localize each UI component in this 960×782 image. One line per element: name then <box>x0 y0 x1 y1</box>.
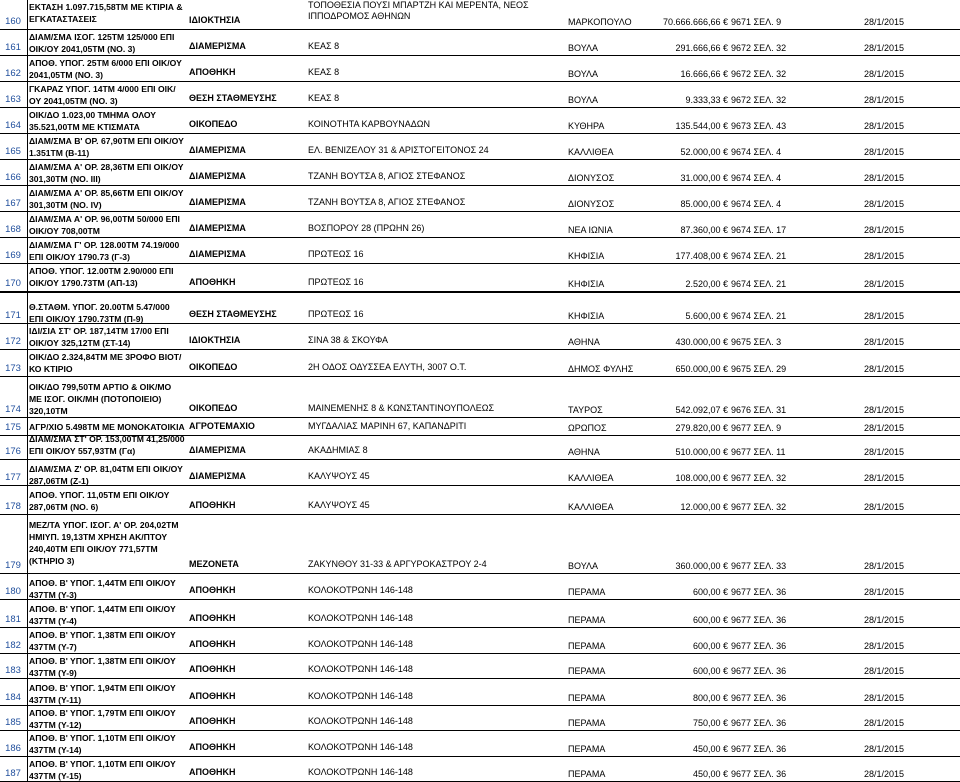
cell-ref: 9677 ΣΕΛ. 33 <box>731 561 787 571</box>
cell-date: 28/1/2015 <box>864 615 905 625</box>
cell-addr: ΕΛ. ΒΕΝΙΖΕΛΟΥ 31 & ΑΡΙΣΤΟΓΕΙΤΟΝΟΣ 24 <box>308 145 489 155</box>
table-row <box>0 324 960 350</box>
cell-ref: 9673 ΣΕΛ. 43 <box>731 121 787 131</box>
cell-price: 600,00 € <box>692 615 728 625</box>
cell-type: ΑΠΟΘΗΚΗ <box>189 613 236 623</box>
cell-ref: 9677 ΣΕΛ. 36 <box>731 666 787 676</box>
cell-addr: 2Η ΟΔΟΣ ΟΔΥΣΣΕΑ ΕΛΥΤΗ, 3007 Ο.Τ. <box>308 362 467 372</box>
cell-addr: ΚΟΛΟΚΟΤΡΩΝΗ 146-148 <box>308 742 413 752</box>
cell-area: ΒΟΥΛΑ <box>568 43 599 53</box>
cell-addr: ΚΟΛΟΚΟΤΡΩΝΗ 146-148 <box>308 691 413 701</box>
cell-type: ΙΔΙΟΚΤΗΣΙΑ <box>189 15 241 25</box>
cell-desc: ΟΙΚ/ΔΟ 1.023,00 ΤΜΗΜΑ ΟΛΟΥ 35.521,00ΤΜ ΜΕ ΚΤΙΣΜΑΤΑ <box>29 110 157 132</box>
cell-num: 178 <box>5 501 21 512</box>
table-row <box>0 602 960 628</box>
cell-date: 28/1/2015 <box>864 502 905 512</box>
cell-num: 180 <box>5 586 21 597</box>
cell-num: 175 <box>5 422 21 433</box>
cell-num: 176 <box>5 446 21 457</box>
cell-area: ΩΡΩΠΟΣ <box>568 423 607 433</box>
cell-desc: ΕΚΤΑΣΗ 1.097.715,58ΤΜ ΜΕ ΚΤΙΡΙΑ & ΕΓΚΑΤΑΣΤΑΣΕΙΣ <box>29 2 183 24</box>
cell-desc: ΔΙΑΜ/ΣΜΑ Α' ΟΡ. 96,00ΤΜ 50/000 ΕΠΙ ΟΙΚ/ΟΥ 708,00ΤΜ <box>29 214 180 236</box>
cell-num: 169 <box>5 250 21 261</box>
cell-area: ΑΘΗΝΑ <box>568 337 600 347</box>
cell-addr: ΤΖΑΝΗ ΒΟΥΤΣΑ 8, ΑΓΙΟΣ ΣΤΕΦΑΝΟΣ <box>308 197 466 207</box>
cell-price: 279.820,00 € <box>675 423 728 433</box>
cell-desc: ΔΙΑΜ/ΣΜΑ Α' ΟΡ. 85,66ΤΜ ΕΠΙ ΟΙΚ/ΟΥ 301,30ΤΜ (ΝΟ. ΙV) <box>29 188 184 210</box>
table-row <box>0 30 960 56</box>
table-row <box>0 757 960 782</box>
cell-date: 28/1/2015 <box>864 279 905 289</box>
table-row <box>0 706 960 731</box>
cell-num: 182 <box>5 640 21 651</box>
table-row <box>0 576 960 600</box>
cell-date: 28/1/2015 <box>864 744 905 754</box>
cell-area: ΠΕΡΑΜΑ <box>568 769 606 779</box>
cell-type: ΑΠΟΘΗΚΗ <box>189 67 236 77</box>
cell-addr: ΚΟΛΟΚΟΤΡΩΝΗ 146-148 <box>308 664 413 674</box>
cell-desc: Θ.ΣΤΑΘΜ. ΥΠΟΓ. 20.00ΤΜ 5.47/000 ΕΠΙ ΟΙΚ/ΟΥ 1790.73ΤΜ (Π-9) <box>29 302 170 324</box>
cell-date: 28/1/2015 <box>864 405 905 415</box>
table-row <box>0 0 960 30</box>
cell-ref: 9677 ΣΕΛ. 36 <box>731 693 787 703</box>
cell-ref: 9677 ΣΕΛ. 32 <box>731 473 787 483</box>
cell-num: 165 <box>5 146 21 157</box>
cell-ref: 9671 ΣΕΛ. 9 <box>731 17 782 27</box>
table-row <box>0 518 960 574</box>
cell-desc: ΓΚΑΡΑΖ ΥΠΟΓ. 14ΤΜ 4/000 ΕΠΙ ΟΙΚ/ΟΥ 2041,05ΤΜ (ΝΟ. 3) <box>29 84 176 106</box>
cell-desc: ΑΠΟΘ. Β' ΥΠΟΓ. 1,38ΤΜ ΕΠΙ ΟΙΚ/ΟΥ 437ΤΜ (Υ-7) <box>29 630 176 652</box>
cell-area: ΒΟΥΛΑ <box>568 561 599 571</box>
cell-num: 164 <box>5 120 21 131</box>
cell-ref: 9672 ΣΕΛ. 32 <box>731 69 787 79</box>
cell-price: 750,00 € <box>692 718 728 728</box>
table-row <box>0 134 960 160</box>
cell-ref: 9677 ΣΕΛ. 36 <box>731 718 787 728</box>
cell-desc: ΟΙΚ/ΔΟ 2.324,84ΤΜ ΜΕ 3ΡΟΦΟ ΒΙΟΤ/ΚΟ ΚΤΙΡΙΟ <box>29 352 182 374</box>
cell-price: 600,00 € <box>692 666 728 676</box>
cell-ref: 9674 ΣΕΛ. 21 <box>731 311 787 321</box>
cell-area: ΚΑΛΛΙΘΕΑ <box>568 147 614 157</box>
cell-ref: 9675 ΣΕΛ. 3 <box>731 337 782 347</box>
cell-desc: ΔΙΑΜ/ΣΜΑ ΣΤ' ΟΡ. 153,00ΤΜ 41,25/000 ΕΠΙ ΟΙΚ/ΟΥ 557,93ΤΜ (Γα) <box>29 434 185 456</box>
cell-ref: 9672 ΣΕΛ. 32 <box>731 43 787 53</box>
cell-num: 172 <box>5 336 21 347</box>
cell-area: ΚΗΦΙΣΙΑ <box>568 251 605 261</box>
cell-addr: ΠΡΩΤΕΩΣ 16 <box>308 249 364 259</box>
cell-price: 31.000,00 € <box>680 173 728 183</box>
cell-num: 183 <box>5 665 21 676</box>
cell-desc: ΔΙΑΜ/ΣΜΑ Ζ' ΟΡ. 81,04ΤΜ ΕΠΙ ΟΙΚ/ΟΥ 287,06ΤΜ (Ζ-1) <box>29 464 183 486</box>
table-row <box>0 186 960 212</box>
cell-desc: ΔΙΑΜ/ΣΜΑ Β' ΟΡ. 67,90ΤΜ ΕΠΙ ΟΙΚ/ΟΥ 1.351ΤΜ (Β-11) <box>29 136 184 158</box>
cell-price: 542.092,07 € <box>675 405 728 415</box>
cell-desc: ΔΙΑΜ/ΣΜΑ Γ' ΟΡ. 128.00ΤΜ 74.19/000 ΕΠΙ ΟΙΚ/ΟΥ 1790.73 (Γ-3) <box>29 240 180 262</box>
cell-date: 28/1/2015 <box>864 337 905 347</box>
cell-area: ΔΗΜΟΣ ΦΥΛΗΣ <box>568 364 634 374</box>
cell-date: 28/1/2015 <box>864 666 905 676</box>
cell-type: ΔΙΑΜΕΡΙΣΜΑ <box>189 249 246 259</box>
cell-num: 173 <box>5 363 21 374</box>
cell-desc: ΜΕΖ/ΤΑ ΥΠΟΓ. ΙΣΟΓ. Α' ΟΡ. 204,02ΤΜ ΗΜΙΥΠ. 19,13ΤΜ ΧΡΗΣΗ ΑΚ/ΠΤΟΥ 240,40ΤΜ ΕΠΙ ΟΙΚ/ΟΥ 771,57ΤΜ (ΚΤΗΡΙΟ 3) <box>29 520 179 566</box>
cell-addr: ΚΟΛΟΚΟΤΡΩΝΗ 146-148 <box>308 716 413 726</box>
cell-desc: ΔΙΑΜ/ΣΜΑ Α' ΟΡ. 28,36ΤΜ ΕΠΙ ΟΙΚ/ΟΥ 301,30ΤΜ (ΝΟ. ΙΙΙ) <box>29 162 184 184</box>
cell-type: ΑΠΟΘΗΚΗ <box>189 691 236 701</box>
cell-num: 170 <box>5 278 21 289</box>
cell-num: 171 <box>5 310 21 321</box>
page-break-line <box>0 292 960 293</box>
cell-area: ΜΑΡΚΟΠΟΥΛΟ <box>568 17 632 27</box>
cell-num: 162 <box>5 68 21 79</box>
cell-date: 28/1/2015 <box>864 693 905 703</box>
cell-ref: 9674 ΣΕΛ. 4 <box>731 147 782 157</box>
cell-addr: ΚΟΙΝΟΤΗΤΑ ΚΑΡΒΟΥΝΑΔΩΝ <box>308 119 431 129</box>
cell-num: 168 <box>5 224 21 235</box>
cell-ref: 9677 ΣΕΛ. 36 <box>731 587 787 597</box>
cell-desc: ΑΠΟΘ. Β' ΥΠΟΓ. 1,79ΤΜ ΕΠΙ ΟΙΚ/ΟΥ 437ΤΜ (Υ-12) <box>29 708 176 730</box>
cell-price: 108.000,00 € <box>675 473 728 483</box>
cell-type: ΑΠΟΘΗΚΗ <box>189 500 236 510</box>
cell-ref: 9677 ΣΕΛ. 32 <box>731 502 787 512</box>
cell-type: ΑΠΟΘΗΚΗ <box>189 585 236 595</box>
cell-addr: ΠΡΩΤΕΩΣ 16 <box>308 277 364 287</box>
cell-type: ΘΕΣΗ ΣΤΑΘΜΕΥΣΗΣ <box>189 93 277 103</box>
cell-ref: 9674 ΣΕΛ. 4 <box>731 199 782 209</box>
cell-price: 85.000,00 € <box>680 199 728 209</box>
cell-type: ΔΙΑΜΕΡΙΣΜΑ <box>189 171 246 181</box>
cell-addr: ΚΟΛΟΚΟΤΡΩΝΗ 146-148 <box>308 767 413 777</box>
cell-addr: ΤΖΑΝΗ ΒΟΥΤΣΑ 8, ΑΓΙΟΣ ΣΤΕΦΑΝΟΣ <box>308 171 466 181</box>
cell-price: 2.520,00 € <box>685 279 728 289</box>
cell-area: ΑΘΗΝΑ <box>568 447 600 457</box>
cell-area: ΚΗΦΙΣΙΑ <box>568 279 605 289</box>
cell-price: 800,00 € <box>692 693 728 703</box>
cell-ref: 9677 ΣΕΛ. 36 <box>731 641 787 651</box>
cell-price: 600,00 € <box>692 641 728 651</box>
cell-price: 87.360,00 € <box>680 225 728 235</box>
cell-area: ΠΕΡΑΜΑ <box>568 693 606 703</box>
cell-area: ΚΑΛΛΙΘΕΑ <box>568 473 614 483</box>
cell-desc: ΑΠΟΘ. Β' ΥΠΟΓ. 1,10ΤΜ ΕΠΙ ΟΙΚ/ΟΥ 437ΤΜ (Υ-14) <box>29 733 176 755</box>
cell-addr: ΖΑΚΥΝΘΟΥ 31-33 & ΑΡΓΥΡΟΚΑΣΤΡΟΥ 2-4 <box>308 559 487 569</box>
cell-desc: ΑΠΟΘ. ΥΠΟΓ. 25ΤΜ 6/000 ΕΠΙ ΟΙΚ/ΟΥ 2041,05ΤΜ (ΝΟ. 3) <box>29 58 182 80</box>
cell-desc: ΑΠΟΘ. Β' ΥΠΟΓ. 1,94ΤΜ ΕΠΙ ΟΙΚ/ΟΥ 437ΤΜ (Υ-11) <box>29 683 176 705</box>
cell-area: ΔΙΟΝΥΣΟΣ <box>568 173 615 183</box>
cell-date: 28/1/2015 <box>864 473 905 483</box>
cell-type: ΔΙΑΜΕΡΙΣΜΑ <box>189 471 246 481</box>
cell-ref: 9676 ΣΕΛ. 31 <box>731 405 787 415</box>
cell-ref: 9677 ΣΕΛ. 9 <box>731 423 782 433</box>
cell-addr: ΚΕΑΣ 8 <box>308 93 340 103</box>
cell-addr: ΚΑΛΥΨΟΥΣ 45 <box>308 500 370 510</box>
cell-addr: ΒΟΣΠΟΡΟΥ 28 (ΠΡΩΗΝ 26) <box>308 223 425 233</box>
cell-addr: ΚΟΛΟΚΟΤΡΩΝΗ 146-148 <box>308 639 413 649</box>
cell-ref: 9675 ΣΕΛ. 29 <box>731 364 787 374</box>
cell-area: ΚΥΘΗΡΑ <box>568 121 605 131</box>
cell-ref: 9674 ΣΕΛ. 21 <box>731 279 787 289</box>
cell-desc: ΑΓΡ/ΧΙΟ 5.498ΤΜ ΜΕ ΜΟΝΟΚΑΤΟΙΚΙΑ <box>29 422 185 432</box>
cell-addr: ΚΑΛΥΨΟΥΣ 45 <box>308 471 370 481</box>
cell-date: 28/1/2015 <box>864 447 905 457</box>
cell-type: ΔΙΑΜΕΡΙΣΜΑ <box>189 445 246 455</box>
cell-addr: ΚΟΛΟΚΟΤΡΩΝΗ 146-148 <box>308 613 413 623</box>
cell-ref: 9677 ΣΕΛ. 11 <box>731 447 786 457</box>
cell-type: ΑΠΟΘΗΚΗ <box>189 277 236 287</box>
cell-date: 28/1/2015 <box>864 121 905 131</box>
cell-date: 28/1/2015 <box>864 311 905 321</box>
cell-price: 177.408,00 € <box>675 251 728 261</box>
cell-type: ΑΓΡΟΤΕΜΑΧΙΟ <box>189 421 255 431</box>
cell-price: 510.000,00 € <box>675 447 728 457</box>
cell-date: 28/1/2015 <box>864 43 905 53</box>
cell-ref: 9677 ΣΕΛ. 36 <box>731 769 787 779</box>
cell-type: ΟΙΚΟΠΕΔΟ <box>189 119 238 129</box>
table-row <box>0 264 960 292</box>
cell-desc: ΔΙΑΜ/ΣΜΑ ΙΣΟΓ. 125ΤΜ 125/000 ΕΠΙ ΟΙΚ/ΟΥ 2041,05ΤΜ (ΝΟ. 3) <box>29 32 175 54</box>
cell-price: 70.666.666,66 € <box>662 17 728 27</box>
cell-type: ΔΙΑΜΕΡΙΣΜΑ <box>189 145 246 155</box>
table-row <box>0 654 960 679</box>
table-row <box>0 488 960 515</box>
table-row <box>0 212 960 238</box>
cell-price: 16.666,66 € <box>680 69 728 79</box>
cell-date: 28/1/2015 <box>864 769 905 779</box>
cell-date: 28/1/2015 <box>864 587 905 597</box>
cell-price: 450,00 € <box>692 769 728 779</box>
cell-area: ΚΗΦΙΣΙΑ <box>568 311 605 321</box>
table-row <box>0 380 960 418</box>
cell-price: 52.000,00 € <box>680 147 728 157</box>
cell-num: 184 <box>5 692 21 703</box>
cell-num: 179 <box>5 560 21 571</box>
cell-date: 28/1/2015 <box>864 69 905 79</box>
cell-desc: ΑΠΟΘ. Β' ΥΠΟΓ. 1,38ΤΜ ΕΠΙ ΟΙΚ/ΟΥ 437ΤΜ (Υ-9) <box>29 656 176 678</box>
cell-date: 28/1/2015 <box>864 561 905 571</box>
cell-desc: ΑΠΟΘ. ΥΠΟΓ. 12.00ΤΜ 2.90/000 ΕΠΙ ΟΙΚ/ΟΥ 1790.73ΤΜ (ΑΠ-13) <box>29 266 174 288</box>
table-row <box>0 108 960 134</box>
cell-num: 174 <box>5 404 21 415</box>
table-row <box>0 238 960 264</box>
table-row <box>0 82 960 108</box>
cell-area: ΤΑΥΡΟΣ <box>568 405 603 415</box>
cell-type: ΑΠΟΘΗΚΗ <box>189 767 236 777</box>
cell-addr: ΚΟΛΟΚΟΤΡΩΝΗ 146-148 <box>308 585 413 595</box>
cell-area: ΚΑΛΛΙΘΕΑ <box>568 502 614 512</box>
cell-area: ΠΕΡΑΜΑ <box>568 666 606 676</box>
cell-date: 28/1/2015 <box>864 17 905 27</box>
cell-addr: ΚΕΑΣ 8 <box>308 67 340 77</box>
cell-type: ΑΠΟΘΗΚΗ <box>189 639 236 649</box>
cell-desc: ΑΠΟΘ. Β' ΥΠΟΓ. 1,44ΤΜ ΕΠΙ ΟΙΚ/ΟΥ 437ΤΜ (Υ-3) <box>29 578 176 600</box>
cell-num: 181 <box>5 614 21 625</box>
cell-addr: ΤΟΠΟΘΕΣΙΑ ΠΟΥΣΙ ΜΠΑΡΤΖΗ ΚΑΙ ΜΕΡΕΝΤΑ, ΝΕΟΣ ΙΠΠΟΔΡΟΜΟΣ ΑΘΗΝΩΝ <box>308 0 529 21</box>
cell-price: 600,00 € <box>692 587 728 597</box>
cell-type: ΙΔΙΟΚΤΗΣΙΑ <box>189 335 241 345</box>
cell-desc: ΑΠΟΘ. Β' ΥΠΟΓ. 1,10ΤΜ ΕΠΙ ΟΙΚ/ΟΥ 437ΤΜ (Υ-15) <box>29 759 176 781</box>
table-row <box>0 681 960 706</box>
table-row <box>0 56 960 82</box>
cell-price: 450,00 € <box>692 744 728 754</box>
table-row <box>0 731 960 757</box>
cell-date: 28/1/2015 <box>864 95 905 105</box>
cell-price: 430.000,00 € <box>675 337 728 347</box>
cell-date: 28/1/2015 <box>864 225 905 235</box>
cell-num: 177 <box>5 472 21 483</box>
cell-date: 28/1/2015 <box>864 364 905 374</box>
cell-type: ΜΕΖΟΝΕΤΑ <box>189 559 239 569</box>
cell-ref: 9672 ΣΕΛ. 32 <box>731 95 787 105</box>
table-row <box>0 628 960 654</box>
cell-type: ΑΠΟΘΗΚΗ <box>189 742 236 752</box>
table-row <box>0 462 960 486</box>
cell-price: 5.600,00 € <box>685 311 728 321</box>
cell-num: 185 <box>5 717 21 728</box>
cell-date: 28/1/2015 <box>864 251 905 261</box>
cell-addr: ΜΥΓΔΑΛΙΑΣ ΜΑΡΙΝΗ 67, ΚΑΠΑΝΔΡΙΤΙ <box>308 421 467 431</box>
cell-type: ΔΙΑΜΕΡΙΣΜΑ <box>189 223 246 233</box>
cell-ref: 9674 ΣΕΛ. 4 <box>731 173 782 183</box>
cell-type: ΟΙΚΟΠΕΔΟ <box>189 362 238 372</box>
cell-date: 28/1/2015 <box>864 423 905 433</box>
cell-price: 9.333,33 € <box>685 95 728 105</box>
cell-addr: ΑΚΑΔΗΜΙΑΣ 8 <box>308 445 368 455</box>
cell-date: 28/1/2015 <box>864 641 905 651</box>
cell-addr: ΚΕΑΣ 8 <box>308 41 340 51</box>
cell-price: 650.000,00 € <box>675 364 728 374</box>
cell-date: 28/1/2015 <box>864 718 905 728</box>
table-row <box>0 434 960 460</box>
cell-area: ΠΕΡΑΜΑ <box>568 587 606 597</box>
cell-desc: ΟΙΚ/ΔΟ 799,50ΤΜ ΑΡΤΙΟ & ΟΙΚ/ΜΟ ΜΕ ΙΣΟΓ. ΟΙΚ/ΜΗ (ΠΟΤΟΠΟΙΕΙΟ) 320,10ΤΜ <box>29 382 172 416</box>
cell-area: ΒΟΥΛΑ <box>568 95 599 105</box>
cell-date: 28/1/2015 <box>864 199 905 209</box>
cell-num: 161 <box>5 42 21 53</box>
cell-price: 12.000,00 € <box>680 502 728 512</box>
cell-price: 360.000,00 € <box>675 561 728 571</box>
cell-type: ΔΙΑΜΕΡΙΣΜΑ <box>189 197 246 207</box>
cell-num: 160 <box>5 16 21 27</box>
table-row <box>0 160 960 186</box>
cell-area: ΠΕΡΑΜΑ <box>568 615 606 625</box>
cell-num: 187 <box>5 768 21 779</box>
cell-date: 28/1/2015 <box>864 173 905 183</box>
cell-desc: ΙΔΙ/ΣΙΑ ΣΤ' ΟΡ. 187,14ΤΜ 17/00 ΕΠΙ ΟΙΚ/ΟΥ 325,12ΤΜ (ΣΤ-14) <box>29 326 169 348</box>
cell-desc: ΑΠΟΘ. Β' ΥΠΟΓ. 1,44ΤΜ ΕΠΙ ΟΙΚ/ΟΥ 437ΤΜ (Υ-4) <box>29 604 176 626</box>
cell-num: 166 <box>5 172 21 183</box>
cell-num: 163 <box>5 94 21 105</box>
cell-area: ΠΕΡΑΜΑ <box>568 718 606 728</box>
cell-price: 291.666,66 € <box>675 43 728 53</box>
cell-date: 28/1/2015 <box>864 147 905 157</box>
cell-area: ΒΟΥΛΑ <box>568 69 599 79</box>
table-row <box>0 350 960 377</box>
cell-type: ΟΙΚΟΠΕΔΟ <box>189 403 238 413</box>
cell-area: ΠΕΡΑΜΑ <box>568 641 606 651</box>
cell-area: ΝΕΑ ΙΩΝΙΑ <box>568 225 613 235</box>
table-row <box>0 300 960 324</box>
cell-type: ΑΠΟΘΗΚΗ <box>189 664 236 674</box>
cell-ref: 9674 ΣΕΛ. 21 <box>731 251 787 261</box>
cell-num: 186 <box>5 743 21 754</box>
cell-ref: 9674 ΣΕΛ. 17 <box>731 225 787 235</box>
cell-area: ΔΙΟΝΥΣΟΣ <box>568 199 615 209</box>
cell-ref: 9677 ΣΕΛ. 36 <box>731 744 787 754</box>
cell-desc: ΑΠΟΘ. ΥΠΟΓ. 11,05ΤΜ ΕΠΙ ΟΙΚ/ΟΥ 287,06ΤΜ (ΝΟ. 6) <box>29 490 170 512</box>
cell-addr: ΣΙΝΑ 38 & ΣΚΟΥΦΑ <box>308 335 389 345</box>
cell-addr: ΠΡΩΤΕΩΣ 16 <box>308 309 364 319</box>
cell-type: ΔΙΑΜΕΡΙΣΜΑ <box>189 41 246 51</box>
cell-type: ΘΕΣΗ ΣΤΑΘΜΕΥΣΗΣ <box>189 309 277 319</box>
cell-num: 167 <box>5 198 21 209</box>
cell-type: ΑΠΟΘΗΚΗ <box>189 716 236 726</box>
cell-area: ΠΕΡΑΜΑ <box>568 744 606 754</box>
cell-addr: ΜΑΙΝΕΜΕΝΗΣ 8 & ΚΩΝΣΤΑΝΤΙΝΟΥΠΟΛΕΩΣ <box>308 403 495 413</box>
cell-ref: 9677 ΣΕΛ. 36 <box>731 615 787 625</box>
cell-price: 135.544,00 € <box>675 121 728 131</box>
